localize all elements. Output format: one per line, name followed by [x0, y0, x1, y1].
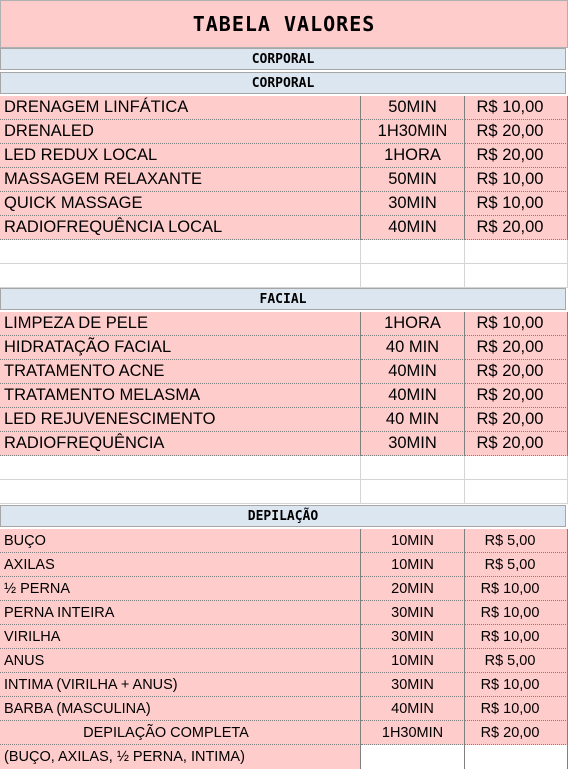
service-duration: 30MIN [361, 673, 465, 697]
table-row [0, 120, 568, 144]
empty-row [0, 240, 568, 264]
table-row [0, 144, 568, 168]
service-name: DEPILAÇÃO COMPLETA [0, 721, 361, 745]
table-row [0, 168, 568, 192]
empty-cell [361, 745, 465, 769]
service-name: VIRILHA [0, 625, 361, 649]
table-row [0, 192, 568, 216]
service-duration: 1H30MIN [361, 120, 465, 144]
service-price: R$ 10,00 [465, 601, 568, 625]
service-price: R$ 10,00 [465, 96, 568, 120]
service-name: DRENAGEM LINFÁTICA [0, 96, 361, 120]
service-name: QUICK MASSAGE [0, 192, 361, 216]
service-duration: 40MIN [361, 216, 465, 240]
section-header-corporal: CORPORAL [0, 48, 566, 70]
service-price: R$ 10,00 [465, 697, 568, 721]
service-duration: 40MIN [361, 697, 465, 721]
table-row [0, 697, 568, 721]
service-duration: 30MIN [361, 192, 465, 216]
service-price: R$ 20,00 [465, 432, 568, 456]
table-row [0, 360, 568, 384]
service-name: HIDRATAÇÃO FACIAL [0, 336, 361, 360]
service-name: AXILAS [0, 553, 361, 577]
service-price: R$ 20,00 [465, 216, 568, 240]
empty-row [0, 456, 568, 480]
empty-cell [361, 264, 465, 288]
service-duration: 40 MIN [361, 336, 465, 360]
section-header-depilacao: DEPILAÇÃO [0, 505, 566, 527]
table-row [0, 625, 568, 649]
empty-row [0, 264, 568, 288]
service-duration: 30MIN [361, 625, 465, 649]
empty-cell [361, 480, 465, 504]
service-price: R$ 20,00 [465, 721, 568, 745]
service-name: MASSAGEM RELAXANTE [0, 168, 361, 192]
service-duration: 20MIN [361, 577, 465, 601]
service-name: RADIOFREQUÊNCIA [0, 432, 361, 456]
service-price: R$ 10,00 [465, 673, 568, 697]
empty-row [0, 480, 568, 504]
page-title: TABELA VALORES [0, 0, 568, 48]
service-price: R$ 10,00 [465, 312, 568, 336]
service-price: R$ 20,00 [465, 336, 568, 360]
service-duration: 40 MIN [361, 408, 465, 432]
empty-cell [0, 264, 361, 288]
table-row [0, 577, 568, 601]
service-price: R$ 10,00 [465, 168, 568, 192]
section-header-facial: FACIAL [0, 288, 566, 310]
table-row [0, 384, 568, 408]
service-name: LED REJUVENESCIMENTO [0, 408, 361, 432]
empty-cell [465, 480, 568, 504]
empty-cell [0, 240, 361, 264]
table-row [0, 673, 568, 697]
empty-cell [465, 240, 568, 264]
service-duration: 1HORA [361, 312, 465, 336]
service-duration: 50MIN [361, 168, 465, 192]
service-price: R$ 5,00 [465, 553, 568, 577]
empty-cell [465, 745, 568, 769]
service-price: R$ 20,00 [465, 408, 568, 432]
service-price: R$ 5,00 [465, 529, 568, 553]
service-name: ½ PERNA [0, 577, 361, 601]
service-price: R$ 10,00 [465, 192, 568, 216]
service-duration: 10MIN [361, 649, 465, 673]
table-row [0, 408, 568, 432]
service-price: R$ 20,00 [465, 360, 568, 384]
service-price: R$ 10,00 [465, 577, 568, 601]
service-name: DRENALED [0, 120, 361, 144]
service-duration: 1HORA [361, 144, 465, 168]
service-price: R$ 20,00 [465, 144, 568, 168]
service-name: TRATAMENTO MELASMA [0, 384, 361, 408]
table-row [0, 96, 568, 120]
table-row [0, 432, 568, 456]
service-name: PERNA INTEIRA [0, 601, 361, 625]
service-duration: 10MIN [361, 529, 465, 553]
service-name: RADIOFREQUÊNCIA LOCAL [0, 216, 361, 240]
table-row [0, 553, 568, 577]
service-name: TRATAMENTO ACNE [0, 360, 361, 384]
table-row [0, 529, 568, 553]
service-price: R$ 5,00 [465, 649, 568, 673]
empty-cell [0, 456, 361, 480]
service-duration: 40MIN [361, 360, 465, 384]
table-row [0, 216, 568, 240]
table-row [0, 601, 568, 625]
service-duration: 50MIN [361, 96, 465, 120]
table-row [0, 312, 568, 336]
table-row [0, 649, 568, 673]
service-price: R$ 20,00 [465, 120, 568, 144]
service-name: BUÇO [0, 529, 361, 553]
service-name: LED REDUX LOCAL [0, 144, 361, 168]
section-header-corporal-repeat: CORPORAL [0, 72, 566, 94]
service-name: LIMPEZA DE PELE [0, 312, 361, 336]
table-row [0, 336, 568, 360]
service-duration: 30MIN [361, 601, 465, 625]
service-duration: 1H30MIN [361, 721, 465, 745]
service-name: BARBA (MASCULINA) [0, 697, 361, 721]
service-name: ANUS [0, 649, 361, 673]
service-duration: 10MIN [361, 553, 465, 577]
empty-cell [465, 456, 568, 480]
empty-cell [465, 264, 568, 288]
table-row-complete-detail [0, 745, 568, 769]
service-duration: 40MIN [361, 384, 465, 408]
service-duration: 30MIN [361, 432, 465, 456]
service-price: R$ 20,00 [465, 384, 568, 408]
service-price: R$ 10,00 [465, 625, 568, 649]
service-name: INTIMA (VIRILHA + ANUS) [0, 673, 361, 697]
empty-cell [361, 240, 465, 264]
service-detail: (BUÇO, AXILAS, ½ PERNA, INTIMA) [0, 745, 361, 769]
empty-cell [0, 480, 361, 504]
empty-cell [361, 456, 465, 480]
table-row-complete [0, 721, 568, 745]
